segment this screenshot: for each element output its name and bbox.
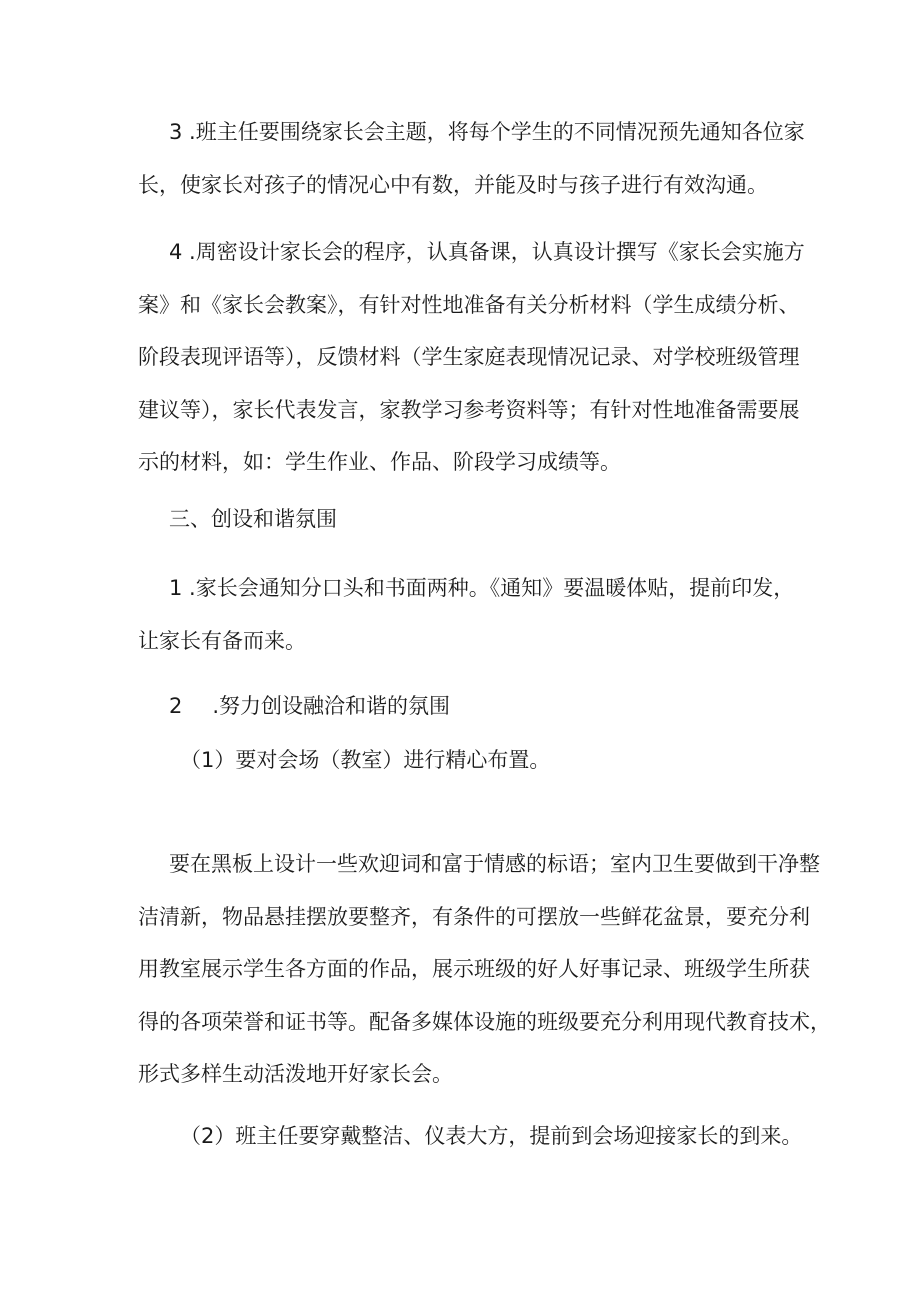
paragraph-item-2	[138, 680, 798, 733]
paragraph-item-1	[138, 562, 798, 667]
text-line: 建议等），家长代表发言，家教学习参考资料等；有针对性地准备需要展	[138, 397, 800, 422]
text-line: 让家长有备而来。	[138, 628, 306, 653]
text-line: 形式多样生动活泼地开好家长会。	[138, 1062, 453, 1086]
text-line: 洁清新，物品悬挂摆放要整齐，有条件的可摆放一些鲜花盆景，要充分利	[138, 904, 810, 929]
paragraph-sub-1	[138, 734, 798, 787]
paragraph-sub-2	[138, 1110, 803, 1163]
heading-text: 三、创设和谐氛围	[169, 507, 337, 531]
text-line: （2）班主任要穿戴整洁、仪表大方，提前到会场迎接家长的到来。	[180, 1124, 803, 1148]
item-text: .努力创设融洽和谐的氛围	[212, 694, 451, 718]
text-line: 4 .周密设计家长会的程序，认真备课，认真设计撰写《家长会实施方	[169, 240, 805, 264]
text-line: 用教室展示学生各方面的作品，展示班级的好人好事记录、班级学生所获	[138, 957, 810, 981]
text-line: 3 .班主任要围绕家长会主题，将每个学生的不同情况预先通知各位家	[169, 120, 805, 144]
text-line: （1）要对会场（教室）进行精心布置。	[180, 748, 551, 772]
text-line: 得的各项荣誉和证书等。配备多媒体设施的班级要充分利用现代教育技术，	[138, 1009, 831, 1034]
paragraph-item-3	[138, 106, 805, 211]
text-line: 阶段表现评语等），反馈材料（学生家庭表现情况记录、对学校班级管理	[138, 345, 800, 369]
text-line: 案》和《家长会教案》，有针对性地准备有关分析材料（学生成绩分析、	[138, 292, 800, 317]
text-line: 长，使家长对孩子的情况心中有数，并能及时与孩子进行有效沟通。	[138, 172, 768, 197]
text-line: 示的材料，如：学生作业、作品、阶段学习成绩等。	[138, 450, 621, 474]
paragraph-item-4	[138, 226, 805, 489]
text-line	[138, 680, 798, 733]
text-line: 1 .家长会通知分口头和书面两种。《通知》要温暖体贴，提前印发，	[169, 576, 795, 600]
text-line: 要在黑板上设计一些欢迎词和富于情感的标语；室内卫生要做到干净整	[169, 852, 820, 876]
paragraph-sub-1-body	[138, 838, 831, 1101]
section-heading	[138, 493, 798, 546]
item-number: 2	[169, 694, 183, 718]
